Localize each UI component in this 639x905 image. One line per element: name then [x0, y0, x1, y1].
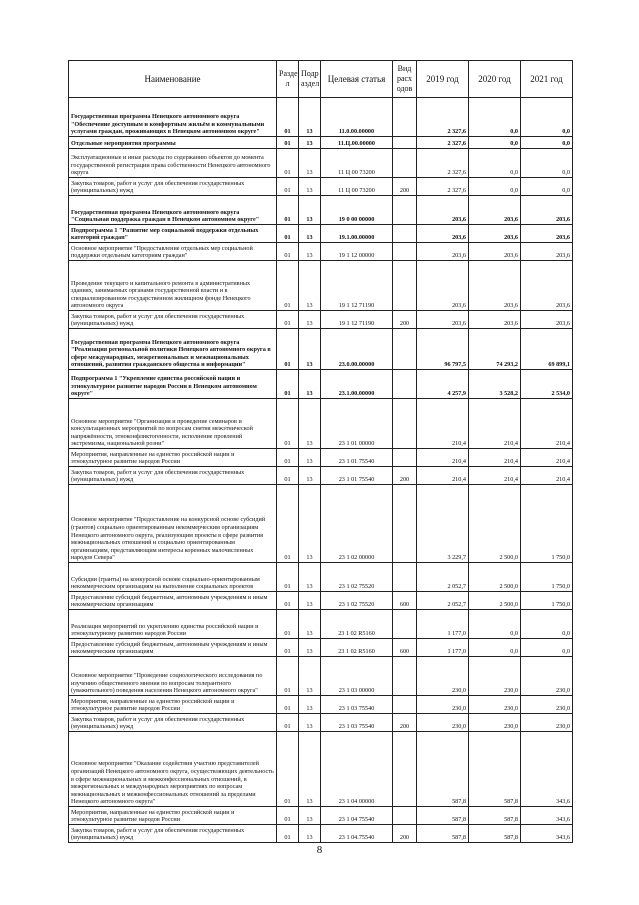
row-subsection: 13 [299, 399, 321, 449]
row-value-2021: 230,0 [521, 657, 573, 696]
row-subsection: 13 [299, 485, 321, 563]
row-value-2021: 0,0 [521, 149, 573, 178]
row-section: 01 [277, 485, 299, 563]
row-value-2021: 2 534,0 [521, 370, 573, 399]
row-value-2019: 210,4 [417, 467, 469, 485]
row-name: Реализация мероприятий по укреплению единства российской нации и этнокультурному развитию народов России [69, 610, 277, 639]
row-section: 01 [277, 592, 299, 610]
row-value-2019: 2 327,6 [417, 178, 469, 196]
row-value-2019: 210,4 [417, 399, 469, 449]
table-row [69, 225, 573, 243]
row-section: 01 [277, 225, 299, 243]
row-section: 01 [277, 149, 299, 178]
row-target-article: 23 1 02 R5160 [321, 610, 393, 639]
row-value-2019: 4 257,9 [417, 370, 469, 399]
table-body [69, 98, 573, 843]
row-section: 01 [277, 178, 299, 196]
row-value-2020: 210,4 [469, 467, 521, 485]
header-2021: 2021 год [521, 61, 573, 98]
row-name: Отдельные мероприятия программы [69, 137, 277, 149]
row-subsection: 13 [299, 449, 321, 467]
row-value-2019: 3 229,7 [417, 485, 469, 563]
row-expense-type: 200 [393, 714, 417, 732]
row-value-2021: 210,4 [521, 449, 573, 467]
row-value-2021: 210,4 [521, 467, 573, 485]
row-value-2019: 203,6 [417, 261, 469, 311]
row-section: 01 [277, 137, 299, 149]
row-section: 01 [277, 329, 299, 370]
row-section: 01 [277, 825, 299, 843]
row-target-article: 19 1 12 00000 [321, 243, 393, 261]
row-value-2020: 587,8 [469, 732, 521, 807]
row-value-2019: 1 177,0 [417, 639, 469, 657]
row-value-2021: 0,0 [521, 137, 573, 149]
row-value-2019: 2 327,6 [417, 137, 469, 149]
row-target-article: 23 1 02 00000 [321, 485, 393, 563]
row-value-2019: 587,8 [417, 825, 469, 843]
table-row [69, 243, 573, 261]
row-section: 01 [277, 807, 299, 825]
header-name: Наименование [69, 61, 277, 98]
row-value-2021: 0,0 [521, 610, 573, 639]
row-name: Закупка товаров, работ и услуг для обеспечения государственных (муниципальных) нужд [69, 714, 277, 732]
row-value-2021: 230,0 [521, 714, 573, 732]
row-subsection: 13 [299, 807, 321, 825]
row-target-article: 11 Ц 00 73200 [321, 149, 393, 178]
row-name: Проведение текущего и капитального ремонта в административных зданиях, занимаемых органами государственной власти и в специализированном государственном жилищном фонде Ненецкого автономного округа [69, 261, 277, 311]
row-target-article: 23 1 01 00000 [321, 399, 393, 449]
row-value-2020: 3 528,2 [469, 370, 521, 399]
row-target-article: 23.0.00.00000 [321, 329, 393, 370]
row-value-2021: 203,6 [521, 311, 573, 329]
row-value-2021: 0,0 [521, 178, 573, 196]
row-value-2020: 74 293,2 [469, 329, 521, 370]
row-value-2021: 0,0 [521, 98, 573, 137]
table-row [69, 696, 573, 714]
row-expense-type [393, 399, 417, 449]
row-section: 01 [277, 563, 299, 592]
row-section: 01 [277, 714, 299, 732]
row-expense-type [393, 329, 417, 370]
row-value-2020: 230,0 [469, 696, 521, 714]
row-expense-type [393, 449, 417, 467]
row-section: 01 [277, 98, 299, 137]
row-name: Основное мероприятие "Предоставление отдельных мер социальной поддержки отдельным категориям граждан" [69, 243, 277, 261]
row-target-article: 11.Ц.00.00000 [321, 137, 393, 149]
row-expense-type [393, 370, 417, 399]
header-2020: 2020 год [469, 61, 521, 98]
row-value-2020: 587,8 [469, 825, 521, 843]
row-expense-type [393, 610, 417, 639]
row-target-article: 19.1.00.00000 [321, 225, 393, 243]
row-target-article: 23 1 01 75540 [321, 449, 393, 467]
row-subsection: 13 [299, 196, 321, 225]
row-value-2020: 230,0 [469, 714, 521, 732]
row-target-article: 19 1 12 71190 [321, 311, 393, 329]
table-row [69, 639, 573, 657]
row-name: Закупка товаров, работ и услуг для обеспечения государственных (муниципальных) нужд [69, 467, 277, 485]
row-section: 01 [277, 311, 299, 329]
table-row [69, 449, 573, 467]
row-target-article: 11.0.00.00000 [321, 98, 393, 137]
row-section: 01 [277, 399, 299, 449]
row-value-2019: 2 327,6 [417, 149, 469, 178]
row-value-2020: 203,6 [469, 196, 521, 225]
table-row [69, 807, 573, 825]
row-value-2020: 2 500,0 [469, 563, 521, 592]
table-row [69, 137, 573, 149]
row-expense-type [393, 696, 417, 714]
row-name: Подпрограмма 1 "Развитие мер социальной поддержки отдельных категорий граждан" [69, 225, 277, 243]
row-value-2021: 343,6 [521, 807, 573, 825]
row-name: Мероприятия, направленные на единство российской нации и этнокультурное развитие народов России [69, 449, 277, 467]
row-name: Субсидии (гранты) на конкурсной основе социально-ориентированным некоммерческим организациям на выполнение социальных проектов [69, 563, 277, 592]
row-target-article: 23 1 02 75520 [321, 563, 393, 592]
row-section: 01 [277, 657, 299, 696]
row-expense-type: 600 [393, 592, 417, 610]
row-subsection: 13 [299, 311, 321, 329]
table-row [69, 467, 573, 485]
row-expense-type [393, 196, 417, 225]
row-target-article: 19 1 12 71190 [321, 261, 393, 311]
budget-table [68, 60, 573, 843]
row-target-article: 23 1 02 75520 [321, 592, 393, 610]
row-value-2020: 203,6 [469, 243, 521, 261]
table-row [69, 657, 573, 696]
row-value-2019: 230,0 [417, 696, 469, 714]
row-value-2020: 587,8 [469, 807, 521, 825]
row-section: 01 [277, 732, 299, 807]
table-row [69, 261, 573, 311]
row-value-2019: 587,8 [417, 807, 469, 825]
header-subsection: Подр аздел [299, 61, 321, 98]
table-header-row [69, 61, 573, 98]
row-section: 01 [277, 610, 299, 639]
header-section: Разде л [277, 61, 299, 98]
row-name: Закупка товаров, работ и услуг для обеспечения государственных (муниципальных) нужд [69, 311, 277, 329]
table-row [69, 329, 573, 370]
row-value-2021: 230,0 [521, 696, 573, 714]
row-subsection: 13 [299, 225, 321, 243]
row-target-article: 23 1 02 R5160 [321, 639, 393, 657]
row-section: 01 [277, 261, 299, 311]
table-row [69, 311, 573, 329]
row-section: 01 [277, 639, 299, 657]
row-expense-type [393, 563, 417, 592]
row-value-2020: 230,0 [469, 657, 521, 696]
row-value-2020: 203,6 [469, 225, 521, 243]
table-row [69, 178, 573, 196]
row-name: Предоставление субсидий бюджетным, автономным учреждениям и иным некоммерческим организациям [69, 639, 277, 657]
row-value-2019: 2 052,7 [417, 592, 469, 610]
row-value-2019: 203,6 [417, 311, 469, 329]
row-value-2019: 230,0 [417, 714, 469, 732]
table-row [69, 592, 573, 610]
row-subsection: 13 [299, 243, 321, 261]
row-value-2021: 203,6 [521, 225, 573, 243]
table-row [69, 196, 573, 225]
row-expense-type: 200 [393, 311, 417, 329]
row-target-article: 23 1 03 75540 [321, 696, 393, 714]
row-value-2019: 1 177,0 [417, 610, 469, 639]
row-value-2021: 343,6 [521, 732, 573, 807]
table-row [69, 825, 573, 843]
row-name: Мероприятия, направленные на единство российской нации и этнокультурное развитие народов России [69, 807, 277, 825]
row-value-2019: 230,0 [417, 657, 469, 696]
row-value-2021: 203,6 [521, 261, 573, 311]
row-subsection: 13 [299, 261, 321, 311]
row-expense-type [393, 149, 417, 178]
row-value-2019: 203,6 [417, 243, 469, 261]
table-row [69, 714, 573, 732]
row-value-2021: 210,4 [521, 399, 573, 449]
row-name: Государственная программа Ненецкого автономного округа "Реализация региональной политики Ненецкого автономного округа в сфере международных, межрегиональных и межнациональных отношений, развития гражданского общества и информации" [69, 329, 277, 370]
row-value-2020: 2 500,0 [469, 485, 521, 563]
row-name: Государственная программа Ненецкого автономного округа "Обеспечение доступным и комфортным жильём и коммунальными услугами граждан, проживающих в Ненецком автономном округе" [69, 98, 277, 137]
header-target-article: Целевая статья [321, 61, 393, 98]
row-subsection: 13 [299, 696, 321, 714]
row-subsection: 13 [299, 137, 321, 149]
table-row [69, 563, 573, 592]
row-subsection: 13 [299, 825, 321, 843]
row-name: Государственная программа Ненецкого автономного округа "Социальная поддержка граждан в Ненецком автономном округе" [69, 196, 277, 225]
table-row [69, 399, 573, 449]
table-row [69, 732, 573, 807]
row-name: Основное мероприятие "Организация и проведение семинаров и консультационных мероприятий по вопросам снятия межэтнической напряжённости, этноконфликтогенности, исполнение провлений экстремизма, национальной розни" [69, 399, 277, 449]
row-value-2020: 210,4 [469, 449, 521, 467]
row-name: Основное мероприятие "Проведение социологического исследования по изучению общественного мнения по вопросам толерантного (уважительного) поведения населения Ненецкого автономного округа" [69, 657, 277, 696]
row-value-2020: 203,6 [469, 311, 521, 329]
row-target-article: 11 Ц 00 73200 [321, 178, 393, 196]
row-section: 01 [277, 370, 299, 399]
row-value-2019: 210,4 [417, 449, 469, 467]
row-expense-type [393, 98, 417, 137]
row-name: Основное мероприятие "Предоставление на конкурсной основе субсидий (грантов) социально ориентированным некоммерческим организациям Ненецкого автономного округа, реализующим проекты в сфере развития межнациональных отношений и социально ориентированным организациям, представляющим интересы коренных малочисленных народов Севера" [69, 485, 277, 563]
row-subsection: 13 [299, 657, 321, 696]
row-value-2020: 0,0 [469, 610, 521, 639]
row-expense-type: 600 [393, 639, 417, 657]
row-subsection: 13 [299, 639, 321, 657]
row-value-2020: 0,0 [469, 137, 521, 149]
header-2019: 2019 год [417, 61, 469, 98]
row-section: 01 [277, 467, 299, 485]
row-target-article: 23 1 04 00000 [321, 732, 393, 807]
row-section: 01 [277, 196, 299, 225]
table-row [69, 149, 573, 178]
row-value-2019: 2 052,7 [417, 563, 469, 592]
row-target-article: 19 0 00 00000 [321, 196, 393, 225]
row-target-article: 23.1.00.00000 [321, 370, 393, 399]
row-expense-type: 200 [393, 178, 417, 196]
row-target-article: 23 1 03 75540 [321, 714, 393, 732]
row-value-2021: 343,6 [521, 825, 573, 843]
row-section: 01 [277, 449, 299, 467]
row-subsection: 13 [299, 610, 321, 639]
row-value-2019: 96 797,5 [417, 329, 469, 370]
row-section: 01 [277, 696, 299, 714]
row-subsection: 13 [299, 563, 321, 592]
row-expense-type [393, 485, 417, 563]
table-row [69, 370, 573, 399]
row-expense-type: 200 [393, 825, 417, 843]
row-subsection: 13 [299, 178, 321, 196]
row-expense-type [393, 261, 417, 311]
row-target-article: 23 1 01 75540 [321, 467, 393, 485]
row-name: Закупка товаров, работ и услуг для обеспечения государственных (муниципальных) нужд [69, 825, 277, 843]
row-value-2020: 0,0 [469, 178, 521, 196]
row-subsection: 13 [299, 329, 321, 370]
row-name: Основное мероприятие "Оказание содействия участию представителей организаций Ненецкого автономного округа, осуществляющих деятельность в сфере межнациональных и межконфессиональных отношений, в межрегиональных и международных мероприятиях по вопросам межнациональных и межконфессиональных отношений за пределами Ненецкого автономного округа" [69, 732, 277, 807]
row-value-2020: 0,0 [469, 98, 521, 137]
row-subsection: 13 [299, 467, 321, 485]
row-name: Закупка товаров, работ и услуг для обеспечения государственных (муниципальных) нужд [69, 178, 277, 196]
row-value-2021: 0,0 [521, 639, 573, 657]
row-expense-type [393, 657, 417, 696]
row-name: Эксплуатационные и иные расходы по содержанию объектов до момента государственной регистрации права собственности Ненецкого автономного округа [69, 149, 277, 178]
row-value-2020: 210,4 [469, 399, 521, 449]
row-value-2021: 69 899,1 [521, 329, 573, 370]
row-value-2021: 203,6 [521, 196, 573, 225]
row-expense-type [393, 807, 417, 825]
row-value-2019: 587,8 [417, 732, 469, 807]
row-expense-type: 200 [393, 467, 417, 485]
row-subsection: 13 [299, 714, 321, 732]
row-value-2019: 2 327,6 [417, 98, 469, 137]
row-subsection: 13 [299, 370, 321, 399]
row-expense-type [393, 137, 417, 149]
row-name: Предоставление субсидий бюджетным, автономным учреждениям и иным некоммерческим организациям [69, 592, 277, 610]
row-subsection: 13 [299, 149, 321, 178]
row-expense-type [393, 243, 417, 261]
table-row [69, 485, 573, 563]
row-value-2021: 1 750,0 [521, 563, 573, 592]
row-target-article: 23 1 04.75540 [321, 825, 393, 843]
row-value-2020: 2 500,0 [469, 592, 521, 610]
row-name: Мероприятия, направленные на единство российской нации и этнокультурное развитие народов России [69, 696, 277, 714]
row-value-2020: 0,0 [469, 149, 521, 178]
row-value-2021: 1 750,0 [521, 592, 573, 610]
page-number: 8 [316, 844, 323, 856]
header-expense-type: Вид расх одов [393, 61, 417, 98]
row-name: Подпрограмма 1 "Укрепление единства российской нации и этнокультурное развитие народов России в Ненецком автономном округе" [69, 370, 277, 399]
row-expense-type [393, 225, 417, 243]
row-value-2019: 203,6 [417, 225, 469, 243]
row-value-2020: 203,6 [469, 261, 521, 311]
row-value-2020: 0,0 [469, 639, 521, 657]
table-row [69, 98, 573, 137]
row-value-2021: 203,6 [521, 243, 573, 261]
row-target-article: 23 1 03 00000 [321, 657, 393, 696]
row-value-2019: 203,6 [417, 196, 469, 225]
row-subsection: 13 [299, 98, 321, 137]
row-value-2021: 1 750,0 [521, 485, 573, 563]
row-subsection: 13 [299, 592, 321, 610]
table-row [69, 610, 573, 639]
row-subsection: 13 [299, 732, 321, 807]
row-expense-type [393, 732, 417, 807]
row-target-article: 23 1 04 75540 [321, 807, 393, 825]
row-section: 01 [277, 243, 299, 261]
